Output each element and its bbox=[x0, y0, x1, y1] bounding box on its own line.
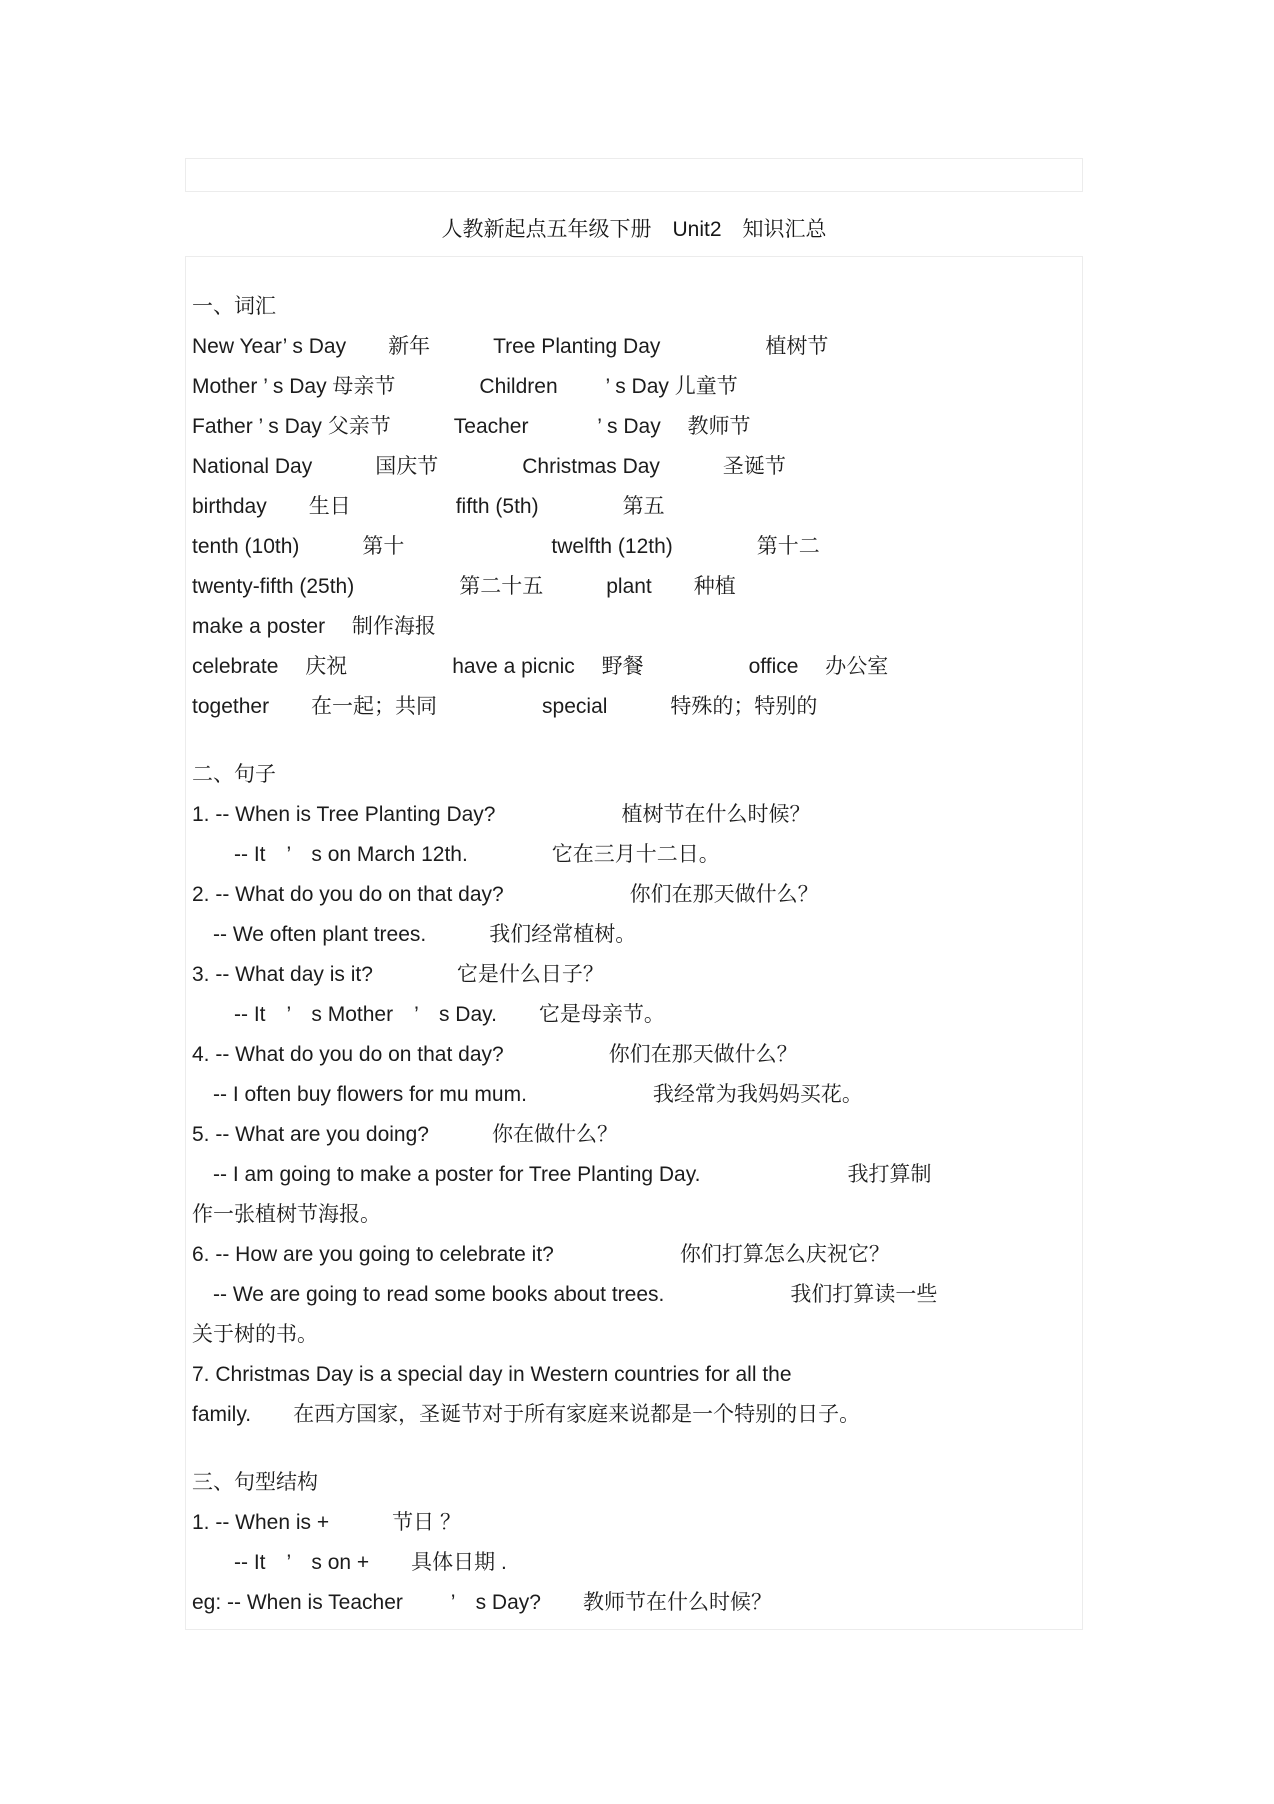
text-line: 2. -- What do you do on that day? 你们在那天做什么？ bbox=[192, 883, 819, 906]
text-line: -- We are going to read some books about trees. 我们打算读一些 bbox=[192, 1283, 938, 1306]
top-empty-frame bbox=[185, 158, 1083, 192]
text-line: -- It ’ s Mother ’ s Day. 它是母亲节。 bbox=[192, 1003, 665, 1026]
text-line: -- I often buy flowers for mu mum. 我经常为我妈妈买花。 bbox=[192, 1083, 863, 1106]
text-line: -- We often plant trees. 我们经常植树。 bbox=[192, 923, 637, 946]
text-line: -- It ’ s on March 12th. 它在三月十二日。 bbox=[192, 843, 720, 866]
text-line: tenth (10th) 第十 twelfth (12th) 第十二 bbox=[192, 535, 820, 558]
text-line: 7. Christmas Day is a special day in Western countries for all the bbox=[192, 1363, 792, 1386]
text-line: 1. -- When is Tree Planting Day? 植树节在什么时候？ bbox=[192, 803, 811, 826]
text-line: -- I am going to make a poster for Tree Planting Day. 我打算制 bbox=[192, 1163, 932, 1186]
text-line: National Day 国庆节 Christmas Day 圣诞节 bbox=[192, 455, 786, 478]
text-line: 5. -- What are you doing? 你在做什么？ bbox=[192, 1123, 618, 1146]
text-line: 6. -- How are you going to celebrate it? 你们打算怎么庆祝它？ bbox=[192, 1243, 890, 1266]
section-gap bbox=[192, 727, 1082, 755]
section-heading: 二、句子 bbox=[192, 763, 276, 786]
text-line: Father ’ s Day 父亲节 Teacher ’ s Day 教师节 bbox=[192, 415, 751, 438]
text-line: family. 在西方国家，圣诞节对于所有家庭来说都是一个特别的日子。 bbox=[192, 1403, 861, 1426]
text-line: twenty-fifth (25th) 第二十五 plant 种植 bbox=[192, 575, 736, 598]
text-line: Mother ’ s Day 母亲节 Children ’ s Day 儿童节 bbox=[192, 375, 738, 398]
text-line: celebrate 庆祝 have a picnic 野餐 office 办公室 bbox=[192, 655, 889, 678]
text-line: together 在一起；共同 special 特殊的；特别的 bbox=[192, 695, 818, 718]
text-line: New Year’ s Day 新年 Tree Planting Day 植树节 bbox=[192, 335, 829, 358]
section-gap bbox=[192, 1435, 1082, 1463]
section-heading: 三、句型结构 bbox=[192, 1471, 318, 1494]
text-line: birthday 生日 fifth (5th) 第五 bbox=[192, 495, 665, 518]
content-frame bbox=[185, 256, 1083, 1630]
text-line: 1. -- When is + 节日 ？ bbox=[192, 1511, 461, 1534]
text-line: eg: -- When is Teacher ’ s Day? 教师节在什么时候？ bbox=[192, 1591, 772, 1614]
text-line: 4. -- What do you do on that day? 你们在那天做什么？ bbox=[192, 1043, 798, 1066]
document-title: 人教新起点五年级下册 Unit2 知识汇总 bbox=[441, 218, 827, 241]
text-line: 作一张植树节海报。 bbox=[192, 1203, 381, 1226]
text-line: make a poster 制作海报 bbox=[192, 615, 436, 638]
text-line: -- It ’ s on + 具体日期 . bbox=[192, 1551, 507, 1574]
text-line: 3. -- What day is it? 它是什么日子？ bbox=[192, 963, 604, 986]
text-line: 关于树的书。 bbox=[192, 1323, 318, 1346]
section-heading: 一、词汇 bbox=[192, 295, 276, 318]
